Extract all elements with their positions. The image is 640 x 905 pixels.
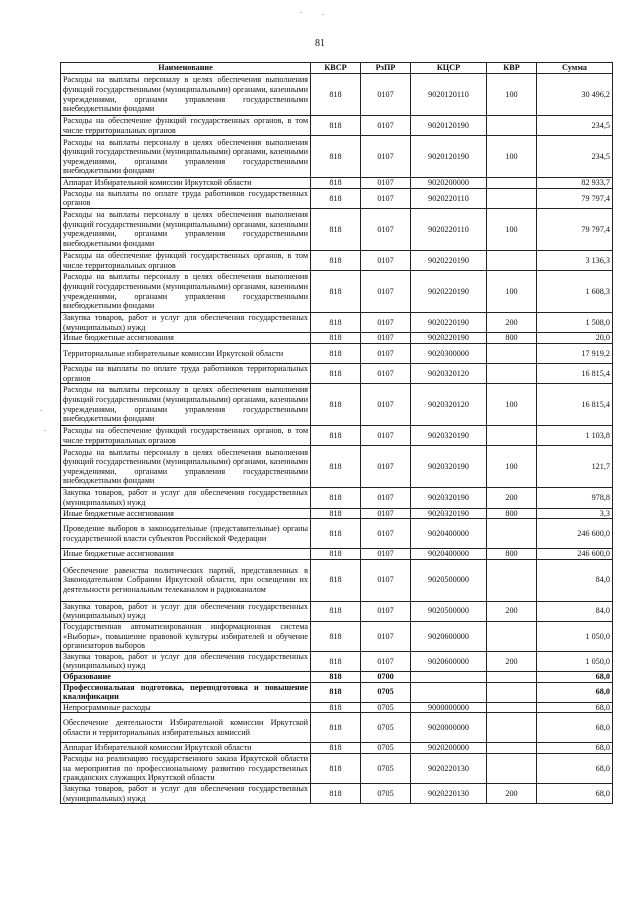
cell-sum: 1 050,0 <box>537 621 613 651</box>
cell-rzpr: 0705 <box>361 784 411 804</box>
cell-kvr <box>487 702 537 713</box>
table-row <box>61 333 613 344</box>
table-row <box>61 488 613 508</box>
table-row <box>61 621 613 651</box>
cell-sum: 1 508,0 <box>537 313 613 333</box>
table-row <box>61 743 613 754</box>
cell-kcsr: 9020400000 <box>411 549 487 560</box>
cell-kcsr: 9020320120 <box>411 384 487 426</box>
cell-kvr: 200 <box>487 601 537 621</box>
cell-sum: 84,0 <box>537 601 613 621</box>
cell-kvsr: 818 <box>311 488 361 508</box>
cell-rzpr: 0107 <box>361 446 411 488</box>
cell-kvsr: 818 <box>311 559 361 601</box>
cell-kvsr: 818 <box>311 188 361 208</box>
cell-kcsr: 9020220190 <box>411 333 487 344</box>
table-row <box>61 519 613 549</box>
cell-name: Образование <box>61 672 311 683</box>
cell-name: Расходы на выплаты по оплате труда работников территориальных органов <box>61 363 311 383</box>
cell-rzpr: 0700 <box>361 672 411 683</box>
cell-sum: 68,0 <box>537 682 613 702</box>
header-rzpr: РзПР <box>361 63 411 74</box>
cell-name: Аппарат Избирательной комиссии Иркутской области <box>61 743 311 754</box>
cell-kvsr: 818 <box>311 508 361 519</box>
cell-kvr: 200 <box>487 488 537 508</box>
cell-rzpr: 0705 <box>361 682 411 702</box>
cell-kcsr <box>411 682 487 702</box>
table-row <box>61 754 613 784</box>
table-row <box>61 384 613 426</box>
table-row <box>61 313 613 333</box>
cell-name: Расходы на выплаты персоналу в целях обеспечения выполнения функций государственными (муниципальными) органами, казенными учреждениями, органами управления государственными внебюджетными фондами <box>61 271 311 313</box>
scan-speck <box>322 14 324 15</box>
cell-kvr: 100 <box>487 136 537 178</box>
cell-kvr <box>487 713 537 743</box>
cell-kvr: 100 <box>487 74 537 116</box>
cell-kvsr: 818 <box>311 426 361 446</box>
table-row <box>61 426 613 446</box>
cell-rzpr: 0107 <box>361 508 411 519</box>
header-kcsr: КЦСР <box>411 63 487 74</box>
cell-sum: 16 815,4 <box>537 384 613 426</box>
table-row <box>61 508 613 519</box>
cell-rzpr: 0705 <box>361 713 411 743</box>
cell-kcsr: 9020000000 <box>411 713 487 743</box>
cell-kcsr: 9020220190 <box>411 250 487 270</box>
cell-kcsr: 9020220110 <box>411 188 487 208</box>
page-number: 81 <box>315 38 325 49</box>
cell-sum: 3 136,3 <box>537 250 613 270</box>
cell-rzpr: 0107 <box>361 621 411 651</box>
cell-kvr: 100 <box>487 271 537 313</box>
cell-kvr: 100 <box>487 208 537 250</box>
cell-kvr <box>487 363 537 383</box>
cell-sum: 79 797,4 <box>537 188 613 208</box>
table-row <box>61 250 613 270</box>
cell-kvr <box>487 672 537 683</box>
cell-rzpr: 0107 <box>361 549 411 560</box>
cell-kvsr: 818 <box>311 784 361 804</box>
cell-kvr <box>487 559 537 601</box>
table-row <box>61 188 613 208</box>
cell-kvsr: 818 <box>311 363 361 383</box>
cell-name: Непрограммные расходы <box>61 702 311 713</box>
cell-kvsr: 818 <box>311 754 361 784</box>
table-row <box>61 713 613 743</box>
cell-name: Расходы на выплаты персоналу в целях обеспечения выполнения функций государственными (муниципальными) органами, казенными учреждениями, органами управления государственными внебюджетными фондами <box>61 446 311 488</box>
cell-kvsr: 818 <box>311 601 361 621</box>
header-name: Наименование <box>61 63 311 74</box>
cell-kvsr: 818 <box>311 333 361 344</box>
cell-kvr <box>487 754 537 784</box>
table-row <box>61 559 613 601</box>
cell-sum: 68,0 <box>537 754 613 784</box>
cell-rzpr: 0107 <box>361 136 411 178</box>
cell-name: Расходы на выплаты персоналу в целях обеспечения выполнения функций государственными (муниципальными) органами, казенными учреждениями, органами управления государственными внебюджетными фондами <box>61 74 311 116</box>
cell-name: Расходы на выплаты персоналу в целях обеспечения выполнения функций государственными (муниципальными) органами, казенными учреждениями, органами управления государственными внебюджетными фондами <box>61 208 311 250</box>
cell-kvsr: 818 <box>311 208 361 250</box>
cell-name: Закупка товаров, работ и услуг для обеспечения государственных (муниципальных) нужд <box>61 488 311 508</box>
cell-sum: 68,0 <box>537 743 613 754</box>
cell-kcsr: 9020320190 <box>411 446 487 488</box>
cell-name: Государственная автоматизированная информационная система «Выборы», повышение правовой культуры избирателей и обучение организаторов выборов <box>61 621 311 651</box>
cell-kcsr: 9020320190 <box>411 508 487 519</box>
cell-name: Проведение выборов в законодательные (представительные) органы государственной власти субъектов Российской Федерации <box>61 519 311 549</box>
cell-sum: 246 600,0 <box>537 519 613 549</box>
cell-rzpr: 0107 <box>361 271 411 313</box>
cell-kvsr: 818 <box>311 271 361 313</box>
table-row <box>61 271 613 313</box>
table-header-row <box>61 63 613 74</box>
table-row <box>61 446 613 488</box>
table-row <box>61 651 613 671</box>
cell-name: Расходы на выплаты персоналу в целях обеспечения выполнения функций государственными (муниципальными) органами, казенными учреждениями, органами управления государственными внебюджетными фондами <box>61 136 311 178</box>
budget-table <box>60 62 613 804</box>
cell-kcsr: 9020500000 <box>411 559 487 601</box>
cell-name: Расходы на обеспечение функций государственных органов, в том числе территориальных органов <box>61 426 311 446</box>
cell-kcsr: 9020500000 <box>411 601 487 621</box>
cell-rzpr: 0107 <box>361 178 411 189</box>
cell-rzpr: 0107 <box>361 488 411 508</box>
table-row <box>61 702 613 713</box>
cell-kcsr: 9020220130 <box>411 754 487 784</box>
cell-rzpr: 0107 <box>361 343 411 363</box>
cell-rzpr: 0107 <box>361 426 411 446</box>
cell-kvsr: 818 <box>311 702 361 713</box>
cell-rzpr: 0107 <box>361 208 411 250</box>
cell-rzpr: 0107 <box>361 74 411 116</box>
cell-rzpr: 0107 <box>361 313 411 333</box>
header-kvr: КВР <box>487 63 537 74</box>
cell-sum: 1 103,8 <box>537 426 613 446</box>
table-row <box>61 363 613 383</box>
cell-sum: 68,0 <box>537 702 613 713</box>
cell-kvr: 100 <box>487 384 537 426</box>
cell-kcsr: 9020220190 <box>411 271 487 313</box>
cell-sum: 121,7 <box>537 446 613 488</box>
table-row <box>61 178 613 189</box>
cell-kcsr: 9020220190 <box>411 313 487 333</box>
cell-rzpr: 0107 <box>361 651 411 671</box>
table-row <box>61 116 613 136</box>
cell-kcsr: 9020120190 <box>411 116 487 136</box>
scan-speck <box>44 430 46 431</box>
cell-name: Расходы на выплаты по оплате труда работников государственных органов <box>61 188 311 208</box>
cell-rzpr: 0107 <box>361 601 411 621</box>
cell-kvr <box>487 743 537 754</box>
table-row <box>61 74 613 116</box>
cell-kvr <box>487 250 537 270</box>
cell-rzpr: 0107 <box>361 519 411 549</box>
cell-kvr: 800 <box>487 508 537 519</box>
cell-kvr <box>487 621 537 651</box>
cell-kcsr: 9020220130 <box>411 784 487 804</box>
cell-kvsr: 818 <box>311 672 361 683</box>
cell-kvr: 800 <box>487 333 537 344</box>
cell-kcsr: 9020200000 <box>411 178 487 189</box>
cell-kvsr: 818 <box>311 74 361 116</box>
cell-kvr <box>487 426 537 446</box>
cell-name: Расходы на выплаты персоналу в целях обеспечения выполнения функций государственными (муниципальными) органами, казенными учреждениями, органами управления государственными внебюджетными фондами <box>61 384 311 426</box>
cell-kvsr: 818 <box>311 384 361 426</box>
cell-sum: 79 797,4 <box>537 208 613 250</box>
cell-kcsr: 9020320190 <box>411 488 487 508</box>
cell-name: Закупка товаров, работ и услуг для обеспечения государственных (муниципальных) нужд <box>61 601 311 621</box>
table-row <box>61 343 613 363</box>
cell-rzpr: 0107 <box>361 384 411 426</box>
cell-kcsr: 9020120110 <box>411 74 487 116</box>
cell-sum: 3,3 <box>537 508 613 519</box>
cell-kvsr: 818 <box>311 621 361 651</box>
cell-sum: 234,5 <box>537 116 613 136</box>
cell-kvsr: 818 <box>311 682 361 702</box>
cell-sum: 978,8 <box>537 488 613 508</box>
cell-rzpr: 0705 <box>361 754 411 784</box>
header-sum: Сумма <box>537 63 613 74</box>
cell-kvsr: 818 <box>311 713 361 743</box>
cell-name: Расходы на обеспечение функций государственных органов, в том числе территориальных органов <box>61 116 311 136</box>
cell-rzpr: 0107 <box>361 188 411 208</box>
cell-rzpr: 0107 <box>361 116 411 136</box>
table-row <box>61 672 613 683</box>
cell-sum: 68,0 <box>537 784 613 804</box>
cell-sum: 84,0 <box>537 559 613 601</box>
cell-sum: 68,0 <box>537 713 613 743</box>
cell-name: Расходы на обеспечение функций государственных органов, в том числе территориальных органов <box>61 250 311 270</box>
cell-kvr <box>487 519 537 549</box>
cell-kvr: 200 <box>487 651 537 671</box>
cell-sum: 16 815,4 <box>537 363 613 383</box>
cell-kvr: 800 <box>487 549 537 560</box>
cell-kvr: 200 <box>487 784 537 804</box>
table-row <box>61 601 613 621</box>
cell-kvsr: 818 <box>311 549 361 560</box>
cell-kcsr: 9020320190 <box>411 426 487 446</box>
cell-kvr <box>487 178 537 189</box>
scan-speck <box>40 410 42 411</box>
cell-rzpr: 0107 <box>361 559 411 601</box>
cell-kcsr: 9020300000 <box>411 343 487 363</box>
cell-kvsr: 818 <box>311 250 361 270</box>
cell-kcsr: 9020320120 <box>411 363 487 383</box>
cell-name: Иные бюджетные ассигнования <box>61 549 311 560</box>
cell-kvsr: 818 <box>311 343 361 363</box>
cell-kvr: 100 <box>487 446 537 488</box>
cell-kcsr <box>411 672 487 683</box>
cell-kvsr: 818 <box>311 446 361 488</box>
cell-kvsr: 818 <box>311 116 361 136</box>
table-row <box>61 136 613 178</box>
scan-speck <box>300 12 302 13</box>
cell-kvr: 200 <box>487 313 537 333</box>
cell-sum: 234,5 <box>537 136 613 178</box>
cell-rzpr: 0705 <box>361 702 411 713</box>
cell-rzpr: 0705 <box>361 743 411 754</box>
cell-name: Расходы на реализацию государственного заказа Иркутской области на мероприятия по профессиональному развитию государственных гражданских служащих Иркутской области <box>61 754 311 784</box>
cell-kvr <box>487 116 537 136</box>
cell-name: Обеспечение равенства политических партий, представленных в Законодательном Собрании Иркутской области, при освещении их деятельности региональным телеканалом и радиоканалом <box>61 559 311 601</box>
table-row <box>61 784 613 804</box>
cell-kcsr: 9020600000 <box>411 621 487 651</box>
cell-kvsr: 818 <box>311 136 361 178</box>
cell-kcsr: 9020120190 <box>411 136 487 178</box>
cell-name: Обеспечение деятельности Избирательной комиссии Иркутской области и территориальных избирательных комиссий <box>61 713 311 743</box>
table-row <box>61 682 613 702</box>
cell-kvsr: 818 <box>311 651 361 671</box>
cell-kvsr: 818 <box>311 313 361 333</box>
cell-name: Закупка товаров, работ и услуг для обеспечения государственных (муниципальных) нужд <box>61 313 311 333</box>
cell-kcsr: 9020220110 <box>411 208 487 250</box>
header-kvsr: КВСР <box>311 63 361 74</box>
table-body <box>61 74 613 804</box>
cell-kvsr: 818 <box>311 178 361 189</box>
cell-sum: 30 496,2 <box>537 74 613 116</box>
cell-name: Иные бюджетные ассигнования <box>61 508 311 519</box>
cell-sum: 1 608,3 <box>537 271 613 313</box>
cell-kcsr: 9020400000 <box>411 519 487 549</box>
cell-sum: 82 933,7 <box>537 178 613 189</box>
cell-kvsr: 818 <box>311 743 361 754</box>
cell-kvr <box>487 682 537 702</box>
cell-kcsr: 9020200000 <box>411 743 487 754</box>
cell-name: Закупка товаров, работ и услуг для обеспечения государственных (муниципальных) нужд <box>61 651 311 671</box>
cell-name: Территориальные избирательные комиссии Иркутской области <box>61 343 311 363</box>
cell-kvr <box>487 343 537 363</box>
cell-name: Профессиональная подготовка, переподготовка и повышение квалификации <box>61 682 311 702</box>
cell-sum: 68,0 <box>537 672 613 683</box>
table-row <box>61 549 613 560</box>
cell-kvsr: 818 <box>311 519 361 549</box>
cell-kcsr: 9020600000 <box>411 651 487 671</box>
cell-sum: 17 919,2 <box>537 343 613 363</box>
cell-rzpr: 0107 <box>361 333 411 344</box>
cell-name: Аппарат Избирательной комиссии Иркутской области <box>61 178 311 189</box>
cell-rzpr: 0107 <box>361 250 411 270</box>
cell-sum: 1 050,0 <box>537 651 613 671</box>
cell-rzpr: 0107 <box>361 363 411 383</box>
cell-sum: 20,0 <box>537 333 613 344</box>
table-row <box>61 208 613 250</box>
cell-name: Закупка товаров, работ и услуг для обеспечения государственных (муниципальных) нужд <box>61 784 311 804</box>
cell-kvr <box>487 188 537 208</box>
cell-sum: 246 600,0 <box>537 549 613 560</box>
cell-kcsr: 9000000000 <box>411 702 487 713</box>
cell-name: Иные бюджетные ассигнования <box>61 333 311 344</box>
